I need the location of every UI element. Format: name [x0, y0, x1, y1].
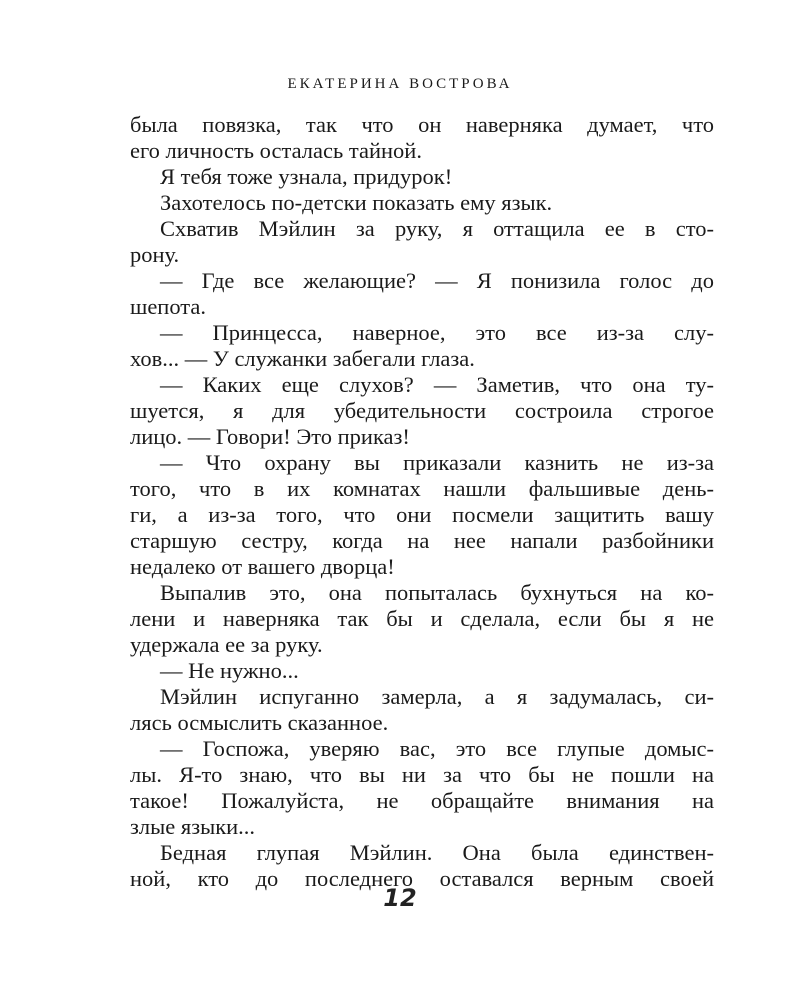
- text-line: лени и наверняка так бы и сделала, если бы я не: [130, 606, 714, 631]
- text-line: хов... — У служанки забегали глаза.: [130, 346, 475, 371]
- body-text: [130, 112, 714, 892]
- text-line: Я тебя тоже узнала, придурок!: [160, 164, 453, 189]
- text-line: — Принцесса, наверное, это все из-за слу-: [160, 320, 714, 345]
- text-line: — Что охрану вы приказали казнить не из-за: [160, 450, 714, 475]
- text-line: — Каких еще слухов? — Заметив, что она ту-: [160, 372, 714, 397]
- text-line: недалеко от вашего дворца!: [130, 554, 395, 579]
- text-line: — Госпожа, уверяю вас, это все глупые домыс-: [160, 736, 714, 761]
- text-line: — Не нужно...: [160, 658, 299, 683]
- text-line: лы. Я-то знаю, что вы ни за что бы не пошли на: [130, 762, 714, 787]
- text-line: была повязка, так что он наверняка думает, что: [130, 112, 714, 137]
- text-line: шуется, я для убедительности состроила строгое: [130, 398, 714, 423]
- text-line: злые языки...: [130, 814, 256, 839]
- text-line: шепота.: [130, 294, 207, 319]
- text-line: — Где все желающие? — Я понизила голос до: [160, 268, 714, 293]
- text-line: его личность осталась тайной.: [130, 138, 422, 163]
- text-line: Схватив Мэйлин за руку, я оттащила ее в сто-: [160, 216, 714, 241]
- text-line: лясь осмыслить сказанное.: [130, 710, 389, 735]
- text-line: удержала ее за руку.: [130, 632, 323, 657]
- text-line: Выпалив это, она попыталась бухнуться на ко-: [160, 580, 714, 605]
- text-line: Захотелось по-детски показать ему язык.: [160, 190, 553, 215]
- page-number: 12: [383, 884, 417, 912]
- text-line: старшую сестру, когда на нее напали разбойники: [130, 528, 714, 553]
- running-head-author: ЕКАТЕРИНА ВОСТРОВА: [287, 76, 513, 92]
- text-line: такое! Пожалуйста, не обращайте внимания на: [130, 788, 714, 813]
- text-line: ги, а из-за того, что они посмели защитить вашу: [130, 502, 714, 527]
- text-line: лицо. — Говори! Это приказ!: [130, 424, 410, 449]
- text-line: ной, кто до последнего оставался верным своей: [130, 866, 714, 891]
- text-line: рону.: [130, 242, 180, 267]
- text-line: Бедная глупая Мэйлин. Она была единствен-: [160, 840, 714, 865]
- text-line: того, что в их комнатах нашли фальшивые день-: [130, 476, 714, 501]
- text-line: Мэйлин испуганно замерла, а я задумалась, си-: [160, 684, 714, 709]
